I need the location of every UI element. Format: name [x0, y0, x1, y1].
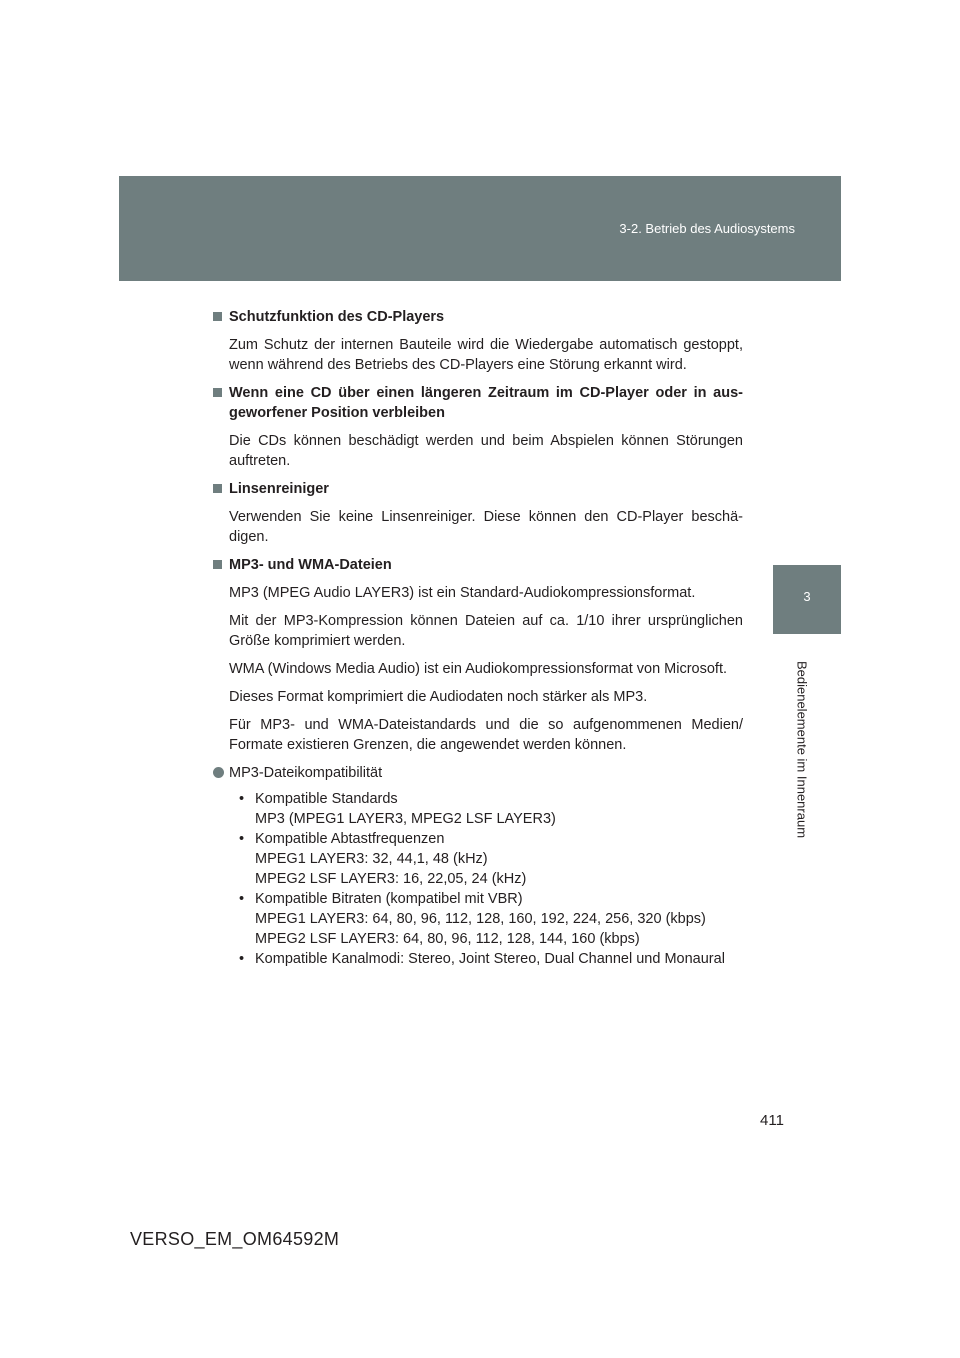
- subsection-heading: MP3-Dateikompatibilität: [212, 763, 743, 783]
- paragraph: MP3 (MPEG Audio LAYER3) ist ein Standard-Audiokompressionsformat.: [229, 585, 696, 601]
- page-number: 411: [760, 1112, 784, 1129]
- bullet-dot-icon: •: [239, 791, 245, 807]
- chapter-label: Bedienelemente im Innenraum: [794, 660, 810, 839]
- square-bullet-icon: [213, 312, 222, 321]
- square-bullet-icon: [213, 560, 222, 569]
- paragraph: Mit der MP3-Kompression können Dateien auf ca. 1/10 ihrer ursprünglichen Größe komprimiert werden.: [229, 613, 743, 649]
- header-band: [119, 176, 841, 281]
- list-item: • Kompatible Standards MP3 (MPEG1 LAYER3, MPEG2 LSF LAYER3): [239, 791, 556, 827]
- paragraph: WMA (Windows Media Audio) ist ein Audiokompressionsformat von Microsoft.: [229, 661, 728, 677]
- chapter-number: 3: [803, 589, 811, 604]
- section-heading: Schutzfunktion des CD-Players: [212, 307, 743, 327]
- square-bullet-icon: [213, 388, 222, 397]
- bullet-dot-icon: •: [239, 891, 245, 907]
- paragraph: Für MP3- und WMA-Dateistandards und die so aufgenommenen Medien/ Formate existieren Grenzen, die angewendet werden können.: [229, 717, 743, 753]
- section-heading: MP3- und WMA-Dateien: [212, 555, 743, 575]
- section-title: 3-2. Betrieb des Audiosystems: [619, 221, 795, 236]
- circle-bullet-icon: [213, 767, 224, 778]
- paragraph: Dieses Format komprimiert die Audiodaten noch stärker als MP3.: [229, 689, 648, 705]
- list-item: • Kompatible Kanalmodi: Stereo, Joint Stereo, Dual Channel und Monaural: [239, 951, 725, 967]
- list-item: • Kompatible Bitraten (kompatibel mit VBR) MPEG1 LAYER3: 64, 80, 96, 112, 128, 160, 192, 224, 256, 320 (kbps) MPEG2 LSF LAYER3: 64, 80, 96, 112, 128, 144, 160 (kbps): [239, 891, 706, 947]
- paragraph: Die CDs können beschädigt werden und beim Abspielen können Störungen auftreten.: [229, 433, 743, 469]
- bullet-dot-icon: •: [239, 831, 245, 847]
- section-heading: Linsenreiniger: [212, 479, 743, 499]
- compatibility-list: [239, 789, 743, 969]
- document-code: VERSO_EM_OM64592M: [130, 1229, 340, 1249]
- section-heading: Wenn eine CD über einen längeren Zeitraum im CD-Player oder in aus-geworfener Position verbleiben: [212, 383, 743, 423]
- main-content: [212, 307, 743, 969]
- bullet-dot-icon: •: [239, 951, 245, 967]
- square-bullet-icon: [213, 484, 222, 493]
- paragraph: Zum Schutz der internen Bauteile wird die Wiedergabe automatisch gestoppt, wenn während des Betriebs des CD-Players eine Störung erkannt wird.: [229, 337, 743, 373]
- paragraph: Verwenden Sie keine Linsenreiniger. Diese können den CD-Player beschä-digen.: [229, 509, 743, 545]
- list-item: • Kompatible Abtastfrequenzen MPEG1 LAYER3: 32, 44,1, 48 (kHz) MPEG2 LSF LAYER3: 16, 22,05, 24 (kHz): [239, 831, 527, 887]
